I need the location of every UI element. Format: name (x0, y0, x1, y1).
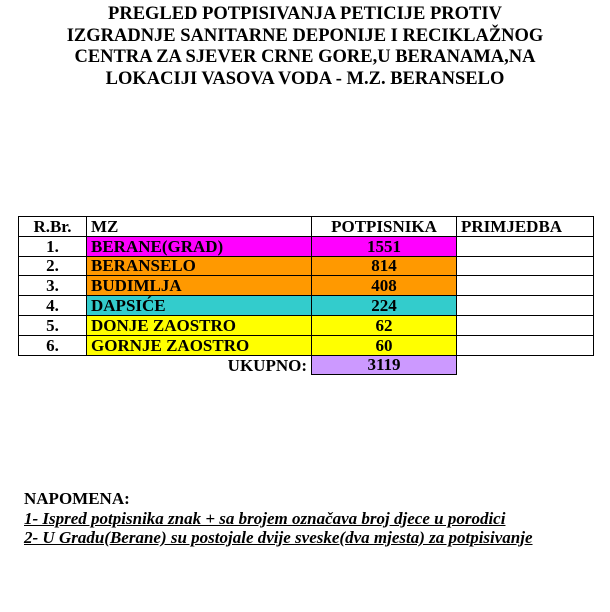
row-number: 5. (19, 315, 87, 335)
row-number: 2. (19, 256, 87, 276)
title-line-1: PREGLED POTPISIVANJA PETICIJE PROTIV (108, 4, 502, 24)
note-heading: NAPOMENA: (24, 489, 130, 508)
note-line-2: 2- U Gradu(Berane) su postojale dvije sveske(dva mjesta) za potpisivanje (24, 528, 533, 547)
row-primjedba (457, 335, 594, 355)
row-mz: BUDIMLJA (87, 276, 312, 296)
header-mz: MZ (87, 217, 312, 237)
total-spacer-right (457, 355, 594, 375)
table-row (19, 335, 594, 355)
table-row (19, 276, 594, 296)
title-line-4: LOKACIJI VASOVA VODA - M.Z. BERANSELO (105, 68, 505, 89)
row-number: 1. (19, 236, 87, 256)
row-mz: GORNJE ZAOSTRO (87, 335, 312, 355)
row-primjedba (457, 296, 594, 316)
header-primjedba: PRIMJEDBA (457, 217, 594, 237)
row-mz: BERANSELO (87, 256, 312, 276)
row-potpisnika: 1551 (312, 236, 457, 256)
row-primjedba (457, 236, 594, 256)
row-mz: BERANE(GRAD) (87, 236, 312, 256)
row-potpisnika: 62 (312, 315, 457, 335)
note-line-1: 1- Ispred potpisnika znak + sa brojem označava broj djece u porodici (24, 508, 506, 528)
row-potpisnika: 224 (312, 296, 457, 316)
total-spacer (19, 355, 87, 375)
table-row (19, 236, 594, 256)
table-total-row (19, 355, 594, 375)
total-value: 3119 (312, 355, 457, 375)
total-label: UKUPNO: (227, 355, 307, 375)
header-potpisnika: POTPISNIKA (312, 217, 457, 237)
note-section (24, 489, 584, 548)
row-mz: DONJE ZAOSTRO (87, 315, 312, 335)
row-potpisnika: 60 (312, 335, 457, 355)
row-number: 3. (19, 276, 87, 296)
table-row (19, 315, 594, 335)
table-row (19, 256, 594, 276)
row-primjedba (457, 276, 594, 296)
row-potpisnika: 408 (312, 276, 457, 296)
title-line-2: IZGRADNJE SANITARNE DEPONIJE I RECIKLAŽNOG (66, 25, 544, 46)
title-line-3: CENTRA ZA SJEVER CRNE GORE,U BERANAMA,NA (74, 47, 536, 67)
document-title (0, 4, 610, 90)
row-mz: DAPSIĆE (87, 296, 312, 316)
row-number: 6. (19, 335, 87, 355)
row-potpisnika: 814 (312, 256, 457, 276)
header-rbr: R.Br. (19, 217, 87, 237)
row-primjedba (457, 256, 594, 276)
table-header-row (19, 217, 594, 237)
signatures-table (18, 216, 594, 375)
table-row (19, 296, 594, 316)
row-number: 4. (19, 296, 87, 316)
row-primjedba (457, 315, 594, 335)
